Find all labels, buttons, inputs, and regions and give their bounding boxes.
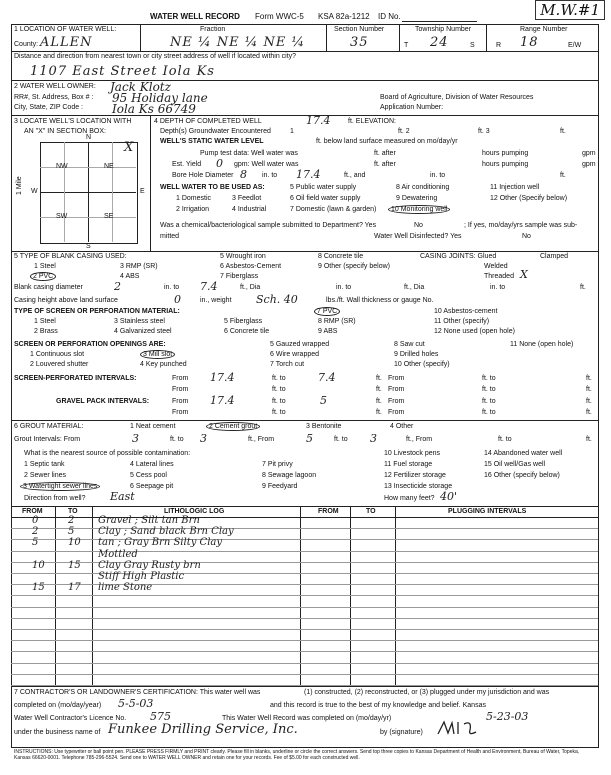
screen-12: 12 None used (open hole) — [434, 328, 515, 335]
direction-label: Direction from well? — [24, 495, 86, 502]
int-to: 3 — [200, 432, 207, 445]
threaded-mark: X — [520, 268, 528, 281]
contam-16: 16 Other (specify below) — [484, 472, 560, 479]
screen-4: 4 Galvanized steel — [114, 328, 172, 335]
diam-to-value: 7.4 — [200, 280, 218, 293]
perf-row2-to: ft. to — [272, 386, 286, 393]
bore-ft: ft. — [560, 172, 566, 179]
contam-4: 4 Lateral lines — [130, 461, 174, 468]
log-to: 5 — [68, 526, 75, 538]
howmany-label: How many feet? — [384, 495, 435, 502]
disinfected-no: No — [522, 233, 531, 240]
section6-label: 6 GROUT MATERIAL: — [14, 423, 84, 430]
cert-text1: (1) constructed, (2) reconstructed, or (3) plugged under my jurisdiction and was — [304, 689, 550, 696]
instructions: INSTRUCTIONS: Use typewriter or ball point pen. PLEASE PRESS FIRMLY and PRINT clearly. Please fill in blanks, underline or circle the correct answers. Send top three copies to Kansas Department of Health and Environment, Bureau of Water, Topeka, Kansas 66620-0001. Telephone 785-296-5524. Send one to WATER WELL OWNER and retain one for your records. Fee of $5.00 for each constructed well. — [14, 749, 580, 761]
log-to: 17 — [68, 582, 81, 594]
gw-ft: ft. — [560, 128, 566, 135]
depth-unit: ft. ELEVATION: — [348, 118, 396, 125]
gravel-ft2: ft. — [586, 398, 592, 405]
log-grid-line — [11, 618, 598, 619]
perf-to2: ft. to — [482, 375, 496, 382]
gw-1: 1 — [290, 128, 294, 135]
pump-gpm: gpm — [582, 150, 596, 157]
gravel-row2-from2: From — [388, 409, 405, 416]
bact-mitted: mitted — [160, 233, 180, 240]
perf-row2-from: From — [172, 386, 189, 393]
casing-8: 8 Concrete tile — [318, 253, 364, 260]
opening-5: 5 Gauzed wrapped — [270, 341, 330, 348]
yield-unit: gpm: Well water was — [234, 161, 299, 168]
range-value: 18 — [520, 35, 539, 50]
completed-label: completed on (mo/day/year) — [14, 702, 102, 709]
use-10: 10 Monitoring well — [388, 205, 450, 214]
casing-2: 2 PVC — [30, 272, 56, 281]
perf-row2-to2: ft. to — [482, 386, 496, 393]
yield-label: Est. Yield — [172, 161, 202, 168]
gravel-row2-to2: ft. to — [482, 409, 496, 416]
casing-5: 5 Wrought iron — [220, 253, 266, 260]
township-value: 24 — [430, 35, 449, 50]
howmany-value: 40' — [440, 490, 458, 503]
welded: Welded — [484, 263, 508, 270]
int-from2: 5 — [306, 432, 313, 445]
township-label: Township Number — [415, 26, 472, 33]
perf-label: SCREEN-PERFORATED INTERVALS: — [14, 375, 137, 382]
log-desc: lime Stone — [98, 582, 153, 594]
bore-ft-and: ft., and — [344, 172, 366, 179]
gravel-to-label: ft. to — [272, 398, 286, 405]
opening-10: 10 Other (specify) — [394, 361, 450, 368]
bact-no: No — [414, 222, 423, 229]
opening-4: 4 Key punched — [140, 361, 187, 368]
casing-7: 7 Fiberglass — [220, 273, 259, 280]
screen-label: TYPE OF SCREEN OR PERFORATION MATERIAL: — [14, 308, 180, 315]
log-grid-line — [11, 651, 598, 652]
board-label: Board of Agriculture, Division of Water Resources — [380, 94, 534, 101]
bore-in-to2: in. to — [430, 172, 446, 179]
section-box — [40, 142, 138, 244]
screen-6: 6 Concrete tile — [224, 328, 270, 335]
township-t: T — [404, 42, 409, 49]
compass-n: N — [86, 134, 92, 141]
section3-label2: AN "X" IN SECTION BOX: — [24, 128, 106, 135]
section1-label: 1 LOCATION OF WATER WELL: — [14, 26, 117, 33]
gravel-row2-ft2: ft. — [586, 409, 592, 416]
yield-hours: hours pumping — [482, 161, 529, 168]
contam-6: 6 Seepage pit — [130, 483, 174, 490]
range-ew: E/W — [568, 42, 582, 49]
contam-11: 11 Fuel storage — [384, 461, 433, 468]
contam-3: 3 Watertight sewer lines — [20, 482, 100, 491]
height-in: in., weight — [200, 297, 232, 304]
screen-3: 3 Stainless steel — [114, 318, 165, 325]
perf-ft: ft. — [376, 375, 382, 382]
fraction-value: NE ¼ NE ¼ NE ¼ — [170, 35, 306, 50]
county-label: County: — [14, 41, 39, 48]
section2-label: 2 WATER WELL OWNER: — [14, 83, 96, 90]
cert-text3: This Water Well Record was completed on (mo/day/yr) — [222, 715, 392, 722]
gravel-from: 17.4 — [210, 394, 235, 407]
static-unit: ft. below land surface measured on mo/day/yr — [316, 138, 458, 145]
signature — [436, 718, 486, 738]
gw-ft2: ft. 2 — [398, 128, 410, 135]
contam-10: 10 Livestock pens — [384, 450, 441, 457]
city-label: City, State, ZIP Code : — [14, 104, 83, 111]
gravel-row2-to: ft. to — [272, 409, 286, 416]
gravel-from-label: From — [172, 398, 189, 405]
by-signature: by (signature) — [380, 729, 423, 736]
static-label: WELL'S STATIC WATER LEVEL — [160, 138, 264, 145]
diam-value: 2 — [114, 280, 121, 293]
joints-label: CASING JOINTS: Glued — [420, 253, 497, 260]
section5-label: 5 TYPE OF BLANK CASING USED: — [14, 253, 127, 260]
perf-row2-from2: From — [388, 386, 405, 393]
gravel-ft: ft. — [376, 398, 382, 405]
use-label: WELL WATER TO BE USED AS: — [160, 184, 265, 191]
gravel-label: GRAVEL PACK INTERVALS: — [56, 398, 150, 405]
log-to: 15 — [68, 559, 81, 571]
ksa-ref: KSA 82a-1212 — [318, 12, 370, 21]
yield-gpm: gpm — [582, 161, 596, 168]
gw-ft3: ft. 3 — [478, 128, 490, 135]
log-from: 15 — [32, 582, 45, 594]
license-label: Water Well Contractor's Licence No. — [14, 715, 127, 722]
contam-1: 1 Septic tank — [24, 461, 65, 468]
perf-row2-ft2: ft. — [586, 386, 592, 393]
casing-4: 4 ABS — [120, 273, 140, 280]
weight-unit: lbs./ft. Wall thickness or gauge No. — [326, 297, 434, 304]
range-r: R — [496, 42, 502, 49]
use-1: 1 Domestic — [176, 195, 212, 202]
log-header-to: TO — [68, 508, 78, 515]
opening-2: 2 Louvered shutter — [30, 361, 89, 368]
mile-label: 1 Mile — [16, 176, 23, 195]
threaded: Threaded — [484, 273, 514, 280]
int-from2-label: ft., From — [248, 436, 275, 443]
screen-1: 1 Steel — [34, 318, 56, 325]
depth-label: 4 DEPTH OF COMPLETED WELL — [154, 118, 262, 125]
log-from: 5 — [32, 537, 39, 549]
use-9: 9 Dewatering — [396, 195, 438, 202]
contam-5: 5 Cess pool — [130, 472, 167, 479]
pump-hours: hours pumping — [482, 150, 529, 157]
diam-ft-dia2: ft., Dia — [404, 284, 425, 291]
perf-from-label: From — [172, 375, 189, 382]
log-desc: Clay Gray Rusty brn — [98, 559, 201, 571]
opening-9: 9 Drilled holes — [394, 351, 439, 358]
contam-8: 8 Sewage lagoon — [262, 472, 317, 479]
fraction-label: Fraction — [200, 26, 226, 33]
screen-7: 7 PVC — [314, 307, 340, 316]
grout-4: 4 Other — [390, 423, 414, 430]
use-6: 6 Oil field water supply — [290, 195, 361, 202]
casing-9: 9 Other (specify below) — [318, 263, 390, 270]
int-from: 3 — [132, 432, 139, 445]
rr-label: RR#, St. Address, Box # : — [14, 94, 94, 101]
bore-in-to: in. to — [262, 172, 278, 179]
app-label: Application Number: — [380, 104, 444, 111]
form-title: WATER WELL RECORD — [150, 12, 240, 21]
opening-8: 8 Saw cut — [394, 341, 425, 348]
perf-row2-ft: ft. — [376, 386, 382, 393]
gravel-row2-ft: ft. — [376, 409, 382, 416]
log-grid-line — [11, 595, 598, 596]
log-to: 2 — [68, 515, 75, 526]
log-desc: tan ; Gray Brn Silty Clay — [98, 537, 223, 549]
log-grid-line — [11, 674, 598, 675]
section-number-label: Section Number — [334, 26, 385, 33]
contam-14: 14 Abandoned water well — [484, 450, 563, 457]
intervals-label: Grout Intervals: From — [14, 436, 81, 443]
log-to: 10 — [68, 537, 81, 549]
contam-label: What is the nearest source of possible contamination: — [24, 450, 191, 457]
x-mark: X — [124, 140, 134, 155]
gravel-from2: From — [388, 398, 405, 405]
section-number-value: 35 — [350, 35, 369, 50]
cert-text2: and this record is true to the best of my knowledge and belief. Kansas — [270, 702, 486, 709]
log-desc: Stiff High Plastic — [98, 571, 185, 582]
gravel-to2: ft. to — [482, 398, 496, 405]
license-value: 575 — [150, 710, 171, 723]
range-label: Range Number — [520, 26, 568, 33]
height-value: 0 — [174, 293, 181, 306]
openings-label: SCREEN OR PERFORATION OPENINGS ARE: — [14, 341, 166, 348]
clamped: Clamped — [540, 253, 569, 260]
grout-1: 1 Neat cement — [130, 423, 176, 430]
log-grid-line — [11, 629, 598, 630]
completed-value: 5-5-03 — [118, 697, 154, 710]
perf-from: 17.4 — [210, 371, 235, 384]
contam-7: 7 Pit privy — [262, 461, 293, 468]
screen-9: 9 ABS — [318, 328, 338, 335]
opening-7: 7 Torch cut — [270, 361, 305, 368]
disinfected: Water Well Disinfected? Yes — [374, 233, 462, 240]
log-header-to2: TO — [366, 508, 376, 515]
bact-if: ; If yes, mo/day/yrs sample was sub- — [464, 222, 578, 229]
weight-value: Sch. 40 — [256, 293, 298, 306]
bact-label: Was a chemical/bacteriological sample submitted to Department? Yes — [160, 222, 377, 229]
screen-5: 5 Fiberglass — [224, 318, 263, 325]
log-header-lithologic: LITHOLOGIC LOG — [164, 508, 225, 515]
distance-value: 1107 East Street Iola Ks — [30, 64, 215, 79]
screen-11: 11 Other (specify) — [434, 318, 490, 325]
stamp: M.W.#1 — [535, 0, 605, 20]
int-to2-label: ft. to — [334, 436, 348, 443]
diam-in-to3: in. to — [490, 284, 506, 291]
log-from: 2 — [32, 526, 39, 538]
screen-10: 10 Asbestos-cement — [434, 308, 498, 315]
diam-in-to: in. to — [164, 284, 180, 291]
yield-after: ft. after — [374, 161, 396, 168]
opening-6: 6 Wire wrapped — [270, 351, 320, 358]
direction-value: East — [110, 490, 135, 503]
log-header-plugging: PLUGGING INTERVALS — [448, 508, 527, 515]
perf-to-label: ft. to — [272, 375, 286, 382]
int-ft: ft. — [586, 436, 592, 443]
compass-e: E — [140, 188, 145, 195]
opening-11: 11 None (open hole) — [510, 341, 574, 348]
use-5: 5 Public water supply — [290, 184, 357, 191]
diam-ft-dia: ft., Dia — [240, 284, 261, 291]
pump-after: ft. after — [374, 150, 396, 157]
business-value: Funkee Drilling Service, Inc. — [108, 722, 298, 737]
contam-15: 15 Oil well/Gas well — [484, 461, 546, 468]
compass-se: SE — [104, 213, 114, 220]
use-12: 12 Other (Specify below) — [490, 195, 568, 202]
log-grid-line — [11, 640, 598, 641]
county-value: ALLEN — [40, 35, 93, 50]
perf-ft2: ft. — [586, 375, 592, 382]
log-header-from: FROM — [22, 508, 43, 515]
diam-in-to2: in. to — [336, 284, 352, 291]
rr-value: 95 Holiday lane — [112, 91, 208, 105]
casing-3: 3 RMP (SR) — [120, 263, 158, 270]
id-label: ID No. — [378, 12, 401, 21]
bore-value: 8 — [240, 168, 247, 181]
grout-2: 2 Cement grout — [206, 422, 260, 431]
int-to-label: ft. to — [170, 436, 184, 443]
distance-label: Distance and direction from nearest town or city street address of well if located within city? — [14, 53, 297, 60]
use-4: 4 Industrial — [232, 206, 267, 213]
contam-2: 2 Sewer lines — [24, 472, 67, 479]
bore-to-value: 17.4 — [296, 168, 321, 181]
log-grid-line — [11, 663, 598, 664]
use-7: 7 Domestic (lawn & garden) — [290, 206, 377, 213]
log-desc: Mottled — [98, 548, 138, 560]
township-s: S — [470, 42, 475, 49]
compass-nw: NW — [56, 163, 68, 170]
opening-3: 3 Mill slot — [140, 350, 175, 359]
int-to2: 3 — [370, 432, 377, 445]
contam-12: 12 Fertilizer storage — [384, 472, 446, 479]
city-value: Iola Ks 66749 — [112, 102, 196, 116]
log-desc: Clay ; Sand black Brn Clay — [98, 526, 234, 538]
form-number: Form WWC-5 — [255, 12, 304, 21]
use-3: 3 Feedlot — [232, 195, 262, 202]
log-grid-line — [11, 607, 598, 608]
use-2: 2 Irrigation — [176, 206, 210, 213]
record-value: 5-23-03 — [486, 710, 529, 723]
owner-value: Jack Klotz — [110, 80, 171, 94]
pump-label: Pump test data: Well water was — [200, 150, 298, 157]
screen-8: 8 RMP (SR) — [318, 318, 356, 325]
yield-value: 0 — [216, 157, 223, 170]
section7-label: 7 CONTRACTOR'S OR LANDOWNER'S CERTIFICATION: This water well was — [14, 689, 261, 696]
bore-label: Bore Hole Diameter — [172, 172, 234, 179]
use-11: 11 Injection well — [490, 184, 540, 191]
gravel-row2-from: From — [172, 409, 189, 416]
perf-to: 7.4 — [318, 371, 336, 384]
diam-ft: ft. — [580, 284, 586, 291]
screen-2: 2 Brass — [34, 328, 58, 335]
opening-1: 1 Continuous slot — [30, 351, 85, 358]
log-from: 10 — [32, 559, 45, 571]
casing-1: 1 Steel — [34, 263, 56, 270]
contam-13: 13 Insecticide storage — [384, 483, 453, 490]
contam-9: 9 Feedyard — [262, 483, 298, 490]
business-label: under the business name of — [14, 729, 101, 736]
casing-6: 6 Asbestos-Cement — [220, 263, 282, 270]
section3-label: 3 LOCATE WELL'S LOCATION WITH — [14, 118, 132, 125]
use-8: 8 Air conditioning — [396, 184, 450, 191]
grout-3: 3 Bentonite — [306, 423, 342, 430]
compass-s: S — [86, 243, 91, 250]
compass-w: W — [31, 188, 38, 195]
compass-sw: SW — [56, 213, 68, 220]
gravel-to: 5 — [320, 394, 327, 407]
log-header-from2: FROM — [318, 508, 339, 515]
compass-ne: NE — [104, 163, 114, 170]
diam-label: Blank casing diameter — [14, 284, 83, 291]
log-from: 0 — [32, 515, 39, 526]
perf-from2: From — [388, 375, 405, 382]
int-ft-from: ft., From — [406, 436, 433, 443]
gw-label: Depth(s) Groundwater Encountered — [160, 128, 271, 135]
log-desc: Gravel ; Silt tan Brn — [98, 515, 200, 526]
int-ft-to: ft. to — [498, 436, 512, 443]
height-label: Casing height above land surface — [14, 297, 118, 304]
depth-value: 17.4 — [306, 114, 331, 127]
